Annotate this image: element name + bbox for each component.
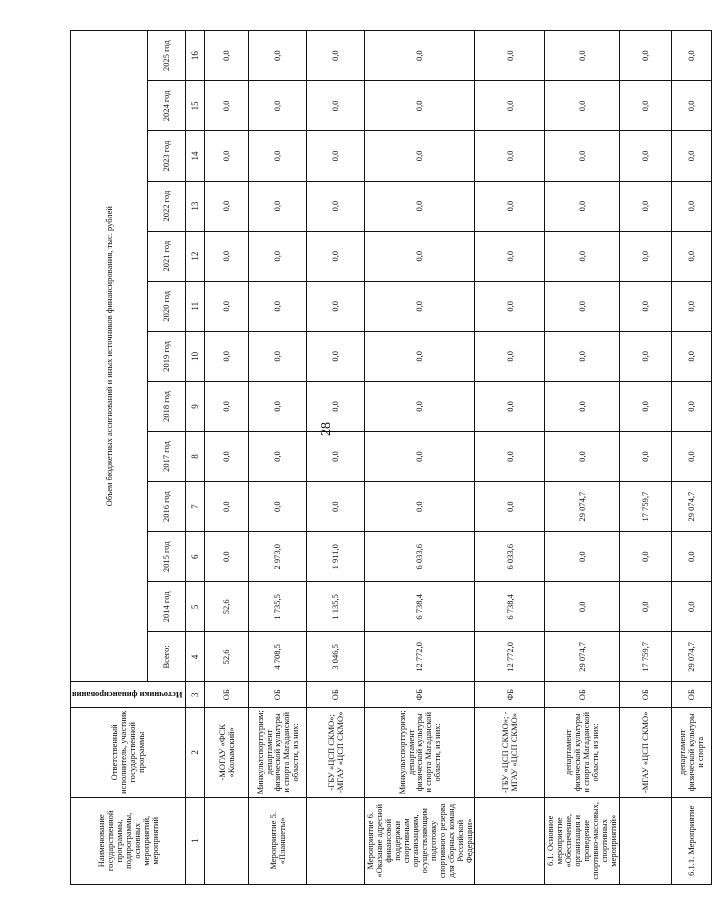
- row-year-value: 0,0: [671, 81, 711, 131]
- column-number: 14: [186, 131, 205, 181]
- row-year-value: 0,0: [545, 331, 619, 381]
- header-source: [71, 682, 186, 708]
- row-year-value: 0,0: [545, 31, 619, 81]
- row-year-value: 6 033,6: [475, 532, 545, 582]
- column-number: 8: [186, 431, 205, 481]
- row-year-value: 0,0: [671, 31, 711, 81]
- header-volume: Объем бюджетных ассигнований и иных источников финансирования, тыс. рублей: [71, 31, 148, 682]
- row-year-value: 0,0: [307, 482, 365, 532]
- column-number: 11: [186, 281, 205, 331]
- row-name: Мероприятие 6. «Оказание адресной финансовой поддержки спортивным организациям, осуществляющим подготовку спортивного резерва для сборных команд Российской Федерации»: [365, 797, 475, 884]
- table-row: [249, 31, 307, 885]
- row-year-value: 0,0: [249, 381, 307, 431]
- row-year-value: 0,0: [619, 331, 671, 381]
- row-name: [619, 797, 671, 884]
- row-year-value: 1 135,5: [307, 582, 365, 632]
- table-row: [205, 31, 249, 885]
- row-year-value: 0,0: [671, 281, 711, 331]
- header-year: 2017 год: [148, 431, 186, 481]
- row-year-value: 1 735,5: [249, 582, 307, 632]
- row-year-value: 0,0: [619, 131, 671, 181]
- row-year-value: 0,0: [671, 532, 711, 582]
- row-name: 6.1.1. Мероприятие: [671, 797, 711, 884]
- row-executor: департамент физической культуры и спорта Магаданской области, из них:: [545, 708, 619, 798]
- row-year-value: 0,0: [671, 381, 711, 431]
- row-source: ФБ: [365, 682, 475, 708]
- row-year-value: 0,0: [671, 131, 711, 181]
- header-name: Наименование государственной программы, подпрограммы, основных мероприятий, мероприятий: [71, 797, 186, 884]
- row-year-value: 0,0: [619, 381, 671, 431]
- row-source: ОБ: [307, 682, 365, 708]
- row-name: 6.1. Основное мероприятие «Обеспечение, организация и проведение спортивно-массовых, спортивных мероприятий»: [545, 797, 619, 884]
- row-year-value: 0,0: [671, 181, 711, 231]
- row-source: ОБ: [619, 682, 671, 708]
- column-number: 3: [186, 682, 205, 708]
- row-year-value: 17 759,7: [619, 482, 671, 532]
- row-year-value: 29 074,7: [671, 482, 711, 532]
- row-year-value: 0,0: [249, 331, 307, 381]
- row-year-value: 0,0: [365, 181, 475, 231]
- table-row: [545, 31, 619, 885]
- row-executor: -МГАУ «ЦСП СКМО»: [619, 708, 671, 798]
- row-name: Мероприятие 5. «Планшеты»: [249, 797, 307, 884]
- row-year-value: 0,0: [307, 31, 365, 81]
- header-total: Всего:: [148, 632, 186, 682]
- column-number: 7: [186, 482, 205, 532]
- row-year-value: 6 738,4: [365, 582, 475, 632]
- row-year-value: 6 738,4: [475, 582, 545, 632]
- row-year-value: 0,0: [249, 131, 307, 181]
- row-year-value: 0,0: [545, 231, 619, 281]
- row-year-value: 0,0: [671, 431, 711, 481]
- header-year: 2018 год: [148, 381, 186, 431]
- table-row: [475, 31, 545, 885]
- row-year-value: 0,0: [545, 381, 619, 431]
- row-year-value: 0,0: [205, 81, 249, 131]
- header-year: 2016 год: [148, 482, 186, 532]
- row-year-value: 0,0: [475, 181, 545, 231]
- header-year: 2022 год: [148, 181, 186, 231]
- header-year: 2023 год: [148, 131, 186, 181]
- row-year-value: 0,0: [205, 482, 249, 532]
- row-year-value: 0,0: [475, 381, 545, 431]
- row-year-value: 0,0: [545, 431, 619, 481]
- row-year-value: 0,0: [475, 331, 545, 381]
- row-year-value: 0,0: [545, 582, 619, 632]
- row-year-value: 0,0: [205, 131, 249, 181]
- row-year-value: 0,0: [249, 31, 307, 81]
- header-year: 2014 год: [148, 582, 186, 632]
- row-year-value: 0,0: [619, 231, 671, 281]
- column-number: 15: [186, 81, 205, 131]
- column-number: 16: [186, 31, 205, 81]
- row-year-value: 0,0: [307, 431, 365, 481]
- row-year-value: 0,0: [619, 181, 671, 231]
- row-total: 12 772,0: [475, 632, 545, 682]
- row-year-value: 0,0: [545, 181, 619, 231]
- row-year-value: 52,6: [205, 582, 249, 632]
- header-year: 2024 год: [148, 81, 186, 131]
- row-year-value: 0,0: [249, 281, 307, 331]
- row-total: 29 074,7: [671, 632, 711, 682]
- row-name: [307, 797, 365, 884]
- row-year-value: 0,0: [475, 281, 545, 331]
- row-total: 29 074,7: [545, 632, 619, 682]
- row-year-value: 0,0: [365, 31, 475, 81]
- row-year-value: 0,0: [307, 331, 365, 381]
- row-year-value: 0,0: [475, 482, 545, 532]
- row-executor: -ГБУ «ЦСП СКМО»; - МГАУ «ЦСП СКМО»: [475, 708, 545, 798]
- row-year-value: 0,0: [249, 482, 307, 532]
- header-executor: Ответственный исполнитель, участник государственной программы: [71, 708, 186, 798]
- row-year-value: 0,0: [205, 381, 249, 431]
- row-year-value: 0,0: [205, 231, 249, 281]
- row-executor: Минкультспорттуризм; департамент физической культуры и спорта Магаданской области, из них:: [249, 708, 307, 798]
- row-year-value: 2 973,0: [249, 532, 307, 582]
- row-year-value: 0,0: [365, 231, 475, 281]
- row-year-value: 0,0: [205, 431, 249, 481]
- row-year-value: 0,0: [619, 431, 671, 481]
- row-year-value: 0,0: [307, 231, 365, 281]
- row-year-value: 0,0: [307, 281, 365, 331]
- page-number: 28: [319, 422, 334, 436]
- column-number: 4: [186, 632, 205, 682]
- column-number: 10: [186, 331, 205, 381]
- row-executor: Минкультспорттуризм; департамент физической культуры и спорта Магаданской области, из них:: [365, 708, 475, 798]
- header-year: 2025 год: [148, 31, 186, 81]
- row-source: ОБ: [205, 682, 249, 708]
- row-year-value: 0,0: [545, 81, 619, 131]
- column-number-row: [186, 31, 205, 885]
- row-year-value: 29 074,7: [545, 482, 619, 532]
- row-total: 4 708,5: [249, 632, 307, 682]
- row-year-value: 0,0: [365, 482, 475, 532]
- column-number: 12: [186, 231, 205, 281]
- row-year-value: 0,0: [205, 532, 249, 582]
- row-total: 17 759,7: [619, 632, 671, 682]
- row-year-value: 0,0: [671, 231, 711, 281]
- row-year-value: 0,0: [671, 331, 711, 381]
- row-year-value: 0,0: [545, 131, 619, 181]
- table-row: [671, 31, 711, 885]
- row-year-value: 0,0: [619, 582, 671, 632]
- row-source: ОБ: [671, 682, 711, 708]
- column-number: 13: [186, 181, 205, 231]
- row-year-value: 6 033,6: [365, 532, 475, 582]
- financing-table: [70, 30, 712, 885]
- row-year-value: 0,0: [365, 281, 475, 331]
- row-year-value: 0,0: [671, 582, 711, 632]
- row-year-value: 0,0: [249, 81, 307, 131]
- row-name: [205, 797, 249, 884]
- column-number: 5: [186, 582, 205, 632]
- row-year-value: 0,0: [249, 431, 307, 481]
- table-row: [365, 31, 475, 885]
- column-number: 9: [186, 381, 205, 431]
- row-year-value: 0,0: [475, 231, 545, 281]
- header-year: 2021 год: [148, 231, 186, 281]
- row-year-value: 0,0: [249, 231, 307, 281]
- row-year-value: 0,0: [365, 131, 475, 181]
- row-year-value: 0,0: [307, 131, 365, 181]
- table-body: [205, 31, 711, 885]
- row-year-value: 0,0: [475, 131, 545, 181]
- row-year-value: 0,0: [307, 381, 365, 431]
- row-total: 3 046,5: [307, 632, 365, 682]
- row-year-value: 0,0: [365, 381, 475, 431]
- row-name: [475, 797, 545, 884]
- row-total: 52,6: [205, 632, 249, 682]
- row-total: 12 772,0: [365, 632, 475, 682]
- row-year-value: 0,0: [365, 81, 475, 131]
- row-source: ФБ: [475, 682, 545, 708]
- column-number: 2: [186, 708, 205, 798]
- row-year-value: 0,0: [205, 331, 249, 381]
- row-executor: -МОГАУ «ФСК «Колымский»: [205, 708, 249, 798]
- row-executor: -ГБУ «ЦСП СКМО»; -МГАУ «ЦСП СКМО»: [307, 708, 365, 798]
- header-source-text: Источники финансирования: [72, 690, 183, 701]
- row-executor: департамент физической культуры и спорта: [671, 708, 711, 798]
- row-year-value: 0,0: [205, 181, 249, 231]
- row-year-value: 1 911,0: [307, 532, 365, 582]
- row-year-value: 0,0: [475, 431, 545, 481]
- row-year-value: 0,0: [619, 532, 671, 582]
- column-number: 1: [186, 797, 205, 884]
- row-year-value: 0,0: [365, 431, 475, 481]
- row-year-value: 0,0: [475, 81, 545, 131]
- header-row-1: [71, 31, 148, 885]
- header-year: 2020 год: [148, 281, 186, 331]
- rotated-table-container: [70, 30, 705, 885]
- row-year-value: 0,0: [619, 281, 671, 331]
- row-year-value: 0,0: [365, 331, 475, 381]
- row-year-value: 0,0: [205, 31, 249, 81]
- row-source: ОБ: [249, 682, 307, 708]
- row-year-value: 0,0: [205, 281, 249, 331]
- header-year: 2015 год: [148, 532, 186, 582]
- row-year-value: 0,0: [619, 31, 671, 81]
- column-number: 6: [186, 532, 205, 582]
- row-year-value: 0,0: [545, 532, 619, 582]
- row-year-value: 0,0: [307, 181, 365, 231]
- row-year-value: 0,0: [545, 281, 619, 331]
- row-year-value: 0,0: [475, 31, 545, 81]
- row-source: ОБ: [545, 682, 619, 708]
- row-year-value: 0,0: [307, 81, 365, 131]
- table-row: [307, 31, 365, 885]
- row-year-value: 0,0: [249, 181, 307, 231]
- table-row: [619, 31, 671, 885]
- header-year: 2019 год: [148, 331, 186, 381]
- row-year-value: 0,0: [619, 81, 671, 131]
